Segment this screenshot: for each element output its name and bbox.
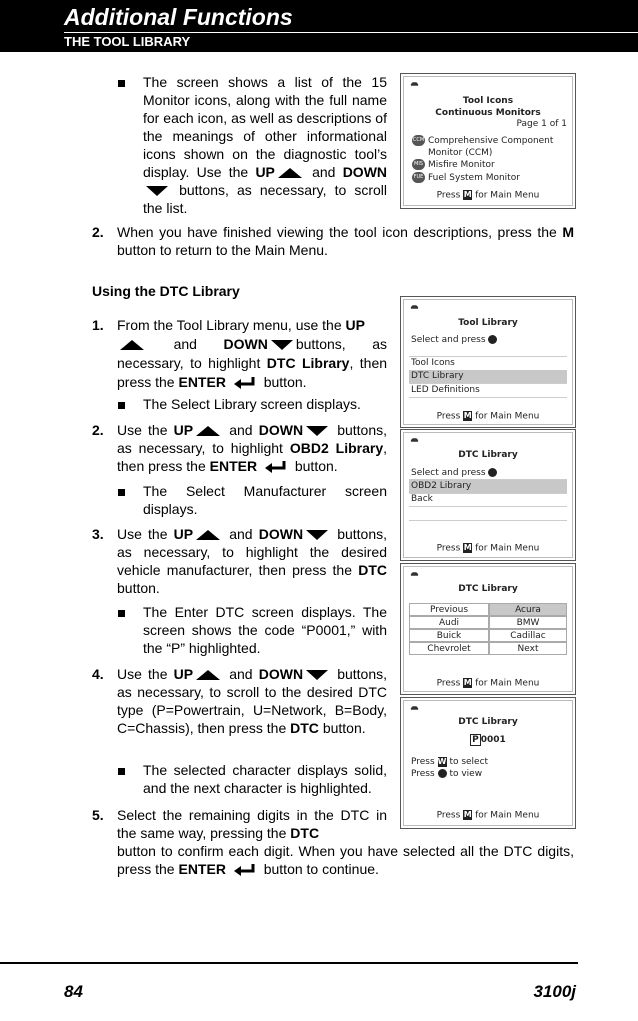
- m-key-icon: M: [463, 411, 472, 420]
- page-title: Additional Functions: [64, 4, 293, 30]
- up-label: UP: [255, 164, 275, 180]
- m-key-icon: M: [463, 190, 472, 199]
- instructions: Press W to select Press to view: [411, 756, 489, 779]
- up-arrow-icon: [120, 340, 144, 350]
- enter-icon: [233, 376, 257, 390]
- vehicle-icon: [410, 571, 419, 577]
- enter-icon: [233, 863, 257, 877]
- screen-footer: Press M for Main Menu: [436, 678, 540, 689]
- m-label: M: [562, 224, 575, 240]
- menu-item-dtc-library: DTC Library: [409, 370, 567, 384]
- up-arrow-icon: [278, 168, 302, 178]
- bullet-marker: [118, 489, 125, 496]
- and-text: and: [312, 164, 336, 180]
- down-label: DOWN: [342, 164, 388, 180]
- select-manufacturer-screen: [400, 563, 576, 695]
- screen-footer: Press M for Main Menu: [436, 543, 540, 554]
- section-heading: Using the DTC Library: [92, 283, 240, 299]
- select-prompt: Select and press: [411, 468, 497, 478]
- screen-title: Tool Library: [458, 318, 518, 328]
- step-text: Use the UP and DOWN buttons, as necessary, to scroll to the desired DTC type (P=Powertrain, U=Network, B=Body, C=Chassis), then press the DTC button.: [117, 666, 388, 736]
- grid-cell-next: Next: [489, 642, 567, 655]
- vehicle-icon: [410, 304, 419, 310]
- step-text-lower: button to confirm each digit. When you have selected all the DTC digits, press the ENTER button to continue.: [117, 843, 574, 877]
- screen-title: DTC Library: [458, 450, 518, 460]
- step-number: 1.: [92, 317, 104, 333]
- step-text: When you have finished viewing the tool icon descriptions, press the M button to return to the Main Menu.: [117, 224, 575, 258]
- step-number: 3.: [92, 526, 104, 542]
- vehicle-icon: [410, 705, 419, 711]
- list-item: CCM Comprehensive Component: [412, 136, 554, 146]
- screen-title: DTC Library: [458, 717, 518, 727]
- dtc-code-first-char: P: [472, 735, 479, 745]
- enter-key-icon: [488, 468, 497, 477]
- grid-cell-bmw: BMW: [489, 616, 567, 629]
- enter-icon: [264, 460, 288, 474]
- menu-item-tool-icons: Tool Icons: [409, 356, 567, 371]
- screen-footer: Press M for Main Menu: [436, 810, 540, 821]
- screen-title: Tool Icons: [462, 96, 514, 106]
- m-key-icon: M: [463, 810, 472, 819]
- step-number: 2.: [92, 422, 104, 438]
- down-arrow-icon: [271, 340, 293, 350]
- w-key-icon: W: [437, 756, 447, 766]
- step-text: Use the UP and DOWN buttons, as necessary, to highlight the desired vehicle manufacturer, then press the DTC button.: [117, 526, 388, 596]
- screen-subtitle: Continuous Monitors: [435, 108, 541, 118]
- intro-text: The screen shows a list of the 15 Monitor icons, along with the full name for each icon, as well as descriptions of the meanings of other informational icons shown on the diagnostic tool’s display. Use the: [143, 74, 387, 180]
- down-arrow-icon: [306, 530, 328, 540]
- up-arrow-icon: [196, 670, 220, 680]
- step-number: 2.: [92, 224, 104, 240]
- grid-cell-cadillac: Cadillac: [489, 629, 567, 642]
- step-number: 5.: [92, 807, 104, 823]
- tool-icons-screen: [400, 73, 576, 209]
- intro-paragraph: [143, 73, 387, 217]
- bullet-marker: [118, 768, 125, 775]
- intro-tail: buttons, as necessary, to scroll the list.: [143, 182, 387, 216]
- section-title: THE TOOL LIBRARY: [64, 34, 191, 49]
- menu-item-back: Back: [409, 493, 567, 507]
- fuel-monitor-icon: FUE: [412, 172, 425, 183]
- step-number: 4.: [92, 666, 104, 682]
- grid-cell-chevrolet: Chevrolet: [409, 642, 489, 655]
- header-divider: [64, 32, 638, 33]
- list-item: MIS Misfire Monitor: [412, 159, 553, 172]
- grid-cell-previous: Previous: [409, 603, 489, 616]
- step-result: The Select Library screen displays.: [143, 396, 361, 412]
- step-text: From the Tool Library menu, use the UP and DOWN buttons, as necessary, to highlight DTC Library, then press the ENTER button.: [117, 317, 388, 390]
- model-number: 3100j: [533, 982, 576, 1001]
- screen-title: DTC Library: [458, 584, 518, 594]
- select-library-screen: [400, 429, 576, 561]
- tool-library-screen: [400, 296, 576, 428]
- menu-item-led-definitions: LED Definitions: [409, 384, 567, 398]
- grid-cell-buick: Buick: [409, 629, 489, 642]
- bullet-marker: [118, 402, 125, 409]
- vehicle-icon: [410, 81, 419, 87]
- vehicle-icon: [410, 437, 419, 443]
- list-item: FUE Fuel System Monitor: [413, 172, 520, 183]
- enter-dtc-screen: [400, 697, 576, 829]
- step-result: The Enter DTC screen displays. The screen shows the code “P0001,” with the “P” highlighted.: [143, 604, 387, 656]
- step-result: The selected character displays solid, and the next character is highlighted.: [143, 762, 387, 796]
- m-key-icon: M: [463, 678, 472, 687]
- screen-footer: Press M for Main Menu: [436, 190, 540, 201]
- down-arrow-icon: [306, 426, 328, 436]
- select-prompt: Select and press: [411, 335, 497, 345]
- dtc-code-display: [401, 735, 575, 745]
- monitor-list: [412, 135, 553, 184]
- up-arrow-icon: [196, 426, 220, 436]
- m-key-icon: M: [463, 543, 472, 552]
- dtc-code-rest: 0001: [480, 735, 506, 745]
- down-arrow-icon: [306, 670, 328, 680]
- list-item: Monitor (CCM): [428, 147, 493, 158]
- step-text: Use the UP and DOWN buttons, as necessary, to highlight OBD2 Library, then press the ENTER button.: [117, 422, 388, 474]
- page-header: [0, 0, 638, 52]
- page-number: 84: [64, 982, 83, 1001]
- menu-item-empty: [409, 507, 567, 521]
- enter-key-icon: [488, 335, 497, 344]
- footer-divider: [0, 962, 578, 964]
- step-text-upper: Select the remaining digits in the DTC in the same way, pressing the DTC: [117, 807, 387, 841]
- grid-cell-acura: Acura: [489, 603, 567, 616]
- menu-item-obd2-library: OBD2 Library: [409, 479, 567, 494]
- ccm-monitor-icon: CCM: [412, 135, 425, 146]
- page-indicator: Page 1 of 1: [516, 119, 567, 129]
- bullet-marker: [118, 610, 125, 617]
- enter-key-icon: [438, 769, 447, 778]
- up-arrow-icon: [196, 530, 220, 540]
- step-result: The Select Manufacturer screen displays.: [143, 483, 387, 517]
- screen-footer: Press M for Main Menu: [436, 411, 540, 422]
- down-arrow-icon: [146, 186, 168, 196]
- bullet-marker: [118, 80, 125, 87]
- grid-cell-audi: Audi: [409, 616, 489, 629]
- misfire-monitor-icon: MIS: [412, 159, 425, 170]
